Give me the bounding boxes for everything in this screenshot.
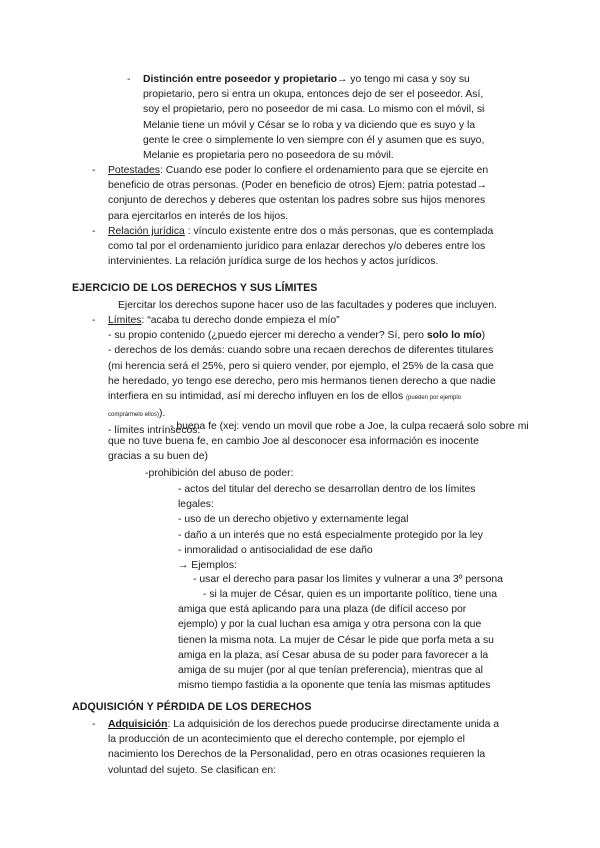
text-line: Melanie tiene un móvil y César se lo roba y va diciendo que es suyo y la: [143, 119, 476, 131]
text-line: : vínculo existente entre dos o más personas, que es contemplada: [184, 226, 494, 237]
text-line: - límites intrínsecos:: [108, 425, 201, 437]
text-line: → Ejemplos:: [178, 560, 237, 572]
text-line: intervinientes. La relación jurídica surge de los hechos y actos jurídicos.: [108, 256, 439, 268]
text-line: amiga que está aplicando para una plaza (de difícil acceso por: [178, 604, 467, 616]
text-line: (mi herencia será el 25%, pero si quiero vender, por ejemplo, el 25% de la casa que: [108, 360, 494, 372]
text-line: soy el propietario, pero no poseedor de mi casa. Lo mismo con el móvil, si: [143, 104, 485, 116]
text-line: interfiera en su intimidad, así mi derecho influyen en los de ellos: [108, 391, 407, 403]
text-line: la producción de un acontecimiento que el derecho contemple, por ejemplo el: [108, 734, 465, 746]
adquisicion-term: Adquisición: [108, 719, 168, 730]
text-line: voluntad del sujeto. Se clasifican en:: [108, 764, 277, 776]
text-line: -prohibición del abuso de poder:: [145, 468, 294, 479]
small-note: (pueden por ejemplo: [406, 395, 462, 402]
bold-text: solo lo mío: [426, 330, 482, 342]
text-line: propietario, pero si entra un okupa, entonces dejo de ser el poseedor. Así,: [143, 89, 484, 101]
bullet-marker: -: [92, 719, 96, 730]
text-line: - uso de un derecho objetivo y externamente legal: [178, 514, 409, 526]
text-line: - usar el derecho para pasar los límites y vulnerar a una 3º persona: [193, 574, 503, 585]
relacion-term: Relación jurídica: [108, 226, 185, 237]
text-line: amiga de su mujer (por al que tenían preferencia), mientras que al: [178, 665, 483, 677]
text-line: gracias a su buen de): [108, 451, 208, 463]
text-line: - inmoralidad o antisocialidad de ese daño: [178, 544, 373, 556]
text-line: ).: [159, 408, 166, 420]
bullet-marker: -: [92, 226, 96, 237]
text-line: conjunto de derechos y deberes que ostentan los padres sobre sus hijos menores: [108, 195, 486, 207]
text-line: ejemplo) y por la cual luchan esa amiga y otra persona con la que: [178, 619, 482, 631]
bullet-marker: -: [92, 315, 96, 326]
text-line: gente le cree o simplemente lo ven siempre con él y asumen que es suyo,: [143, 134, 485, 146]
text-line: yo tengo mi casa y soy su: [347, 74, 470, 85]
potestades-term: Potestades: [108, 165, 160, 176]
bullet-marker: -: [127, 74, 131, 85]
distincion-paragraph: [143, 72, 526, 163]
text-line: tienen la misma nota. La mujer de César le pide que porfa meta a su: [178, 634, 494, 646]
text-line: - buena fe (xej: vendo un movil que robe a Joe, la culpa recaerá solo sobre mi: [170, 421, 529, 432]
text-line: he heredado, yo tengo ese derecho, pero mis hermanos tienen derecho a que nadie: [108, 375, 496, 387]
distincion-term: Distinción entre poseedor y propietario→: [143, 74, 348, 85]
text-line: amiga en la plaza, así Cesar abusa de su poder para favorecer a la: [178, 649, 489, 661]
small-note: comprármelo ellos): [108, 412, 160, 419]
text-line: Melanie es propietaria pero no poseedora de su móvil.: [143, 150, 394, 162]
prohibicion-abuso: [145, 466, 293, 481]
text-line: mismo tiempo fastidia a la oponente que tenía las mismas aptitudes: [178, 680, 491, 692]
text-line: nacimiento los Derechos de la Personalidad, pero en otras ocasiones requieren la: [108, 749, 486, 761]
text-line: - su propio contenido (¿puedo ejercer mi derecho a vender? Sí, pero: [108, 330, 427, 342]
text-line: como tal por el ordenamiento jurídico para enlazar derechos y/o deberes entre los: [108, 241, 486, 253]
text-line: ): [481, 330, 486, 342]
section-heading-adquisicion: ADQUISICIÓN Y PÉRDIDA DE LOS DERECHOS: [72, 701, 312, 713]
adquisicion-paragraph: [108, 717, 526, 778]
text-line: - daño a un interés que no está especialmente protegido por la ley: [178, 529, 483, 541]
text-line: - actos del titular del derecho se desarrollan dentro de los límites: [178, 484, 476, 495]
text-line: - derechos de los demás: cuando sobre una recaen derechos de diferentes titulares: [108, 345, 494, 357]
ejemplo-cesar: [178, 587, 526, 693]
ejercicio-intro: [118, 298, 497, 313]
text-line: : Cuando ese poder lo confiere el ordenamiento para que se ejercite en: [160, 165, 489, 176]
buena-fe-block: [108, 419, 529, 465]
bullet-marker: -: [92, 165, 96, 176]
text-line: Ejercitar los derechos supone hacer uso de las facultades y poderes que incluyen.: [118, 300, 497, 311]
abuso-requisitos: [178, 482, 526, 573]
limites-term: Límites: [108, 315, 142, 326]
text-line: - si la mujer de César, quien es un importante político, tiene una: [203, 589, 497, 600]
text-line: legales:: [178, 499, 214, 511]
text-line: : “acaba tu derecho donde empieza el mío”: [141, 315, 340, 326]
text-line: beneficio de otras personas. (Poder en beneficio de otros) Ejem: patria potestad→: [108, 180, 487, 192]
relacion-paragraph: [108, 224, 526, 270]
text-line: : La adquisición de los derechos puede producirse directamente unida a: [167, 719, 500, 730]
text-line: que no tuve buena fe, en cambio Joe al desconocer esa información es inocente: [108, 436, 479, 448]
potestades-paragraph: [108, 163, 526, 224]
ejemplo-usar: [193, 572, 503, 587]
text-line: para ejercitarlos en interés de los hijos.: [108, 210, 289, 222]
section-heading-ejercicio: EJERCICIO DE LOS DERECHOS Y SUS LÍMITES: [72, 282, 318, 294]
